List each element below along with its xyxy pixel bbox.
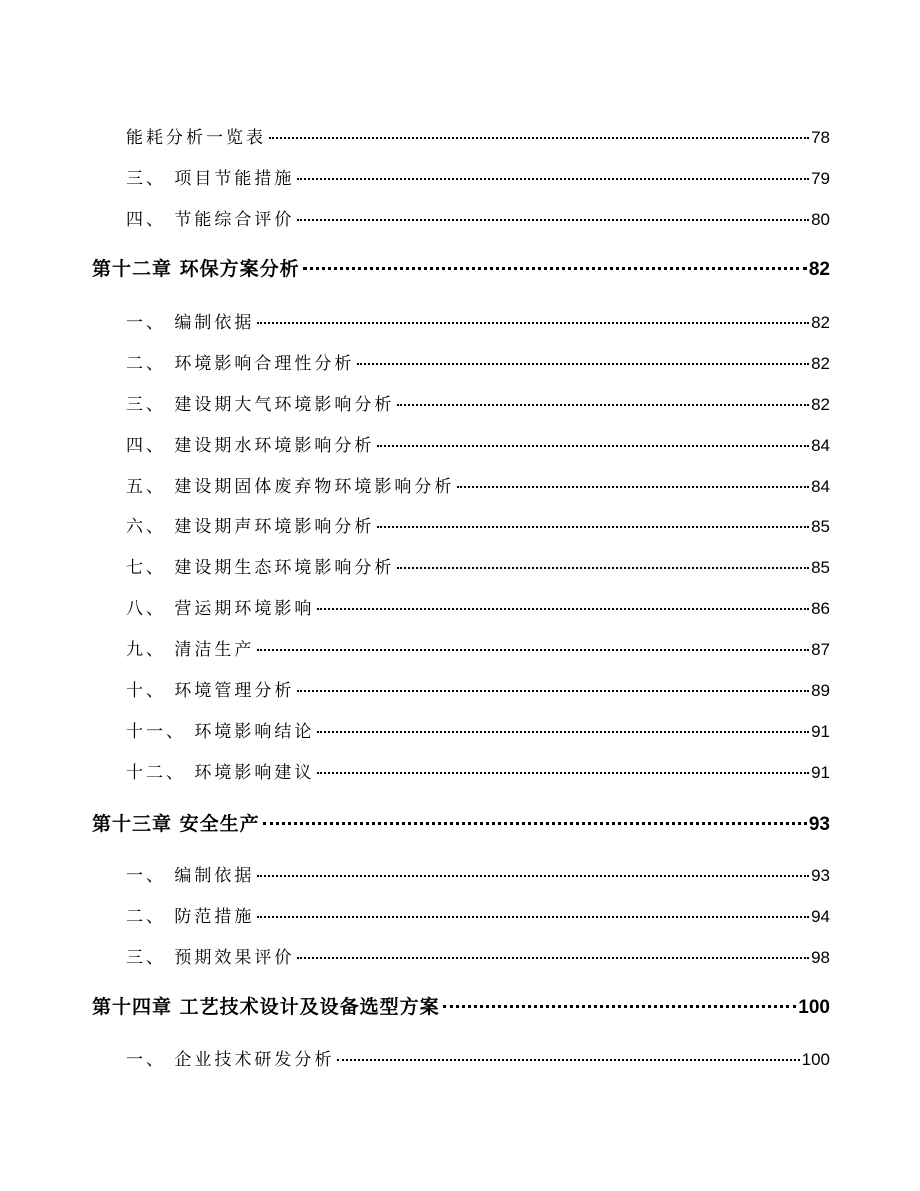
- toc-entry-page: 78: [811, 128, 830, 147]
- toc-entry[interactable]: [126, 205, 830, 230]
- dot-leader: [317, 608, 809, 610]
- toc-entry[interactable]: [126, 512, 830, 537]
- dot-leader: [257, 875, 809, 877]
- toc-entry-title: 四、 节能综合评价: [126, 210, 295, 230]
- toc-entry[interactable]: [126, 943, 830, 968]
- toc-entry[interactable]: [126, 1045, 830, 1070]
- toc-entry-title: 四、 建设期水环境影响分析: [126, 436, 375, 456]
- toc-entry-title: 六、 建设期声环境影响分析: [126, 517, 375, 537]
- toc-entry-title: 二、 防范措施: [126, 907, 255, 927]
- dot-leader: [297, 690, 809, 692]
- toc-entry[interactable]: [126, 472, 830, 497]
- toc-entry[interactable]: [126, 717, 830, 742]
- toc-entry-page: 94: [811, 907, 830, 926]
- dot-leader: [297, 219, 809, 221]
- toc-entry-title: 八、 营运期环境影响: [126, 599, 315, 619]
- dot-leader: [257, 649, 809, 651]
- dot-leader: [397, 404, 809, 406]
- toc-entry-page: 82: [811, 354, 830, 373]
- toc-entry-title: 三、 项目节能措施: [126, 169, 295, 189]
- toc-entry-page: 82: [811, 313, 830, 332]
- toc-entry-title: 一、 企业技术研发分析: [126, 1050, 335, 1070]
- toc-entry[interactable]: [126, 758, 830, 783]
- toc-entry-title: 二、 环境影响合理性分析: [126, 354, 355, 374]
- toc-entry-page: 79: [811, 169, 830, 188]
- toc-entry-title: 三、 预期效果评价: [126, 948, 295, 968]
- dot-leader: [263, 822, 807, 825]
- dot-leader: [297, 178, 809, 180]
- toc-entry-title: 三、 建设期大气环境影响分析: [126, 395, 395, 415]
- toc-entry-title: 十二、 环境影响建议: [126, 763, 315, 783]
- dot-leader: [257, 322, 809, 324]
- toc-entry[interactable]: [126, 861, 830, 886]
- toc-chapter-page: 82: [808, 259, 830, 280]
- dot-leader: [257, 916, 809, 918]
- dot-leader: [317, 772, 809, 774]
- toc-entry-page: 91: [811, 763, 830, 782]
- toc-entry-title: 五、 建设期固体废弃物环境影响分析: [126, 477, 455, 497]
- toc-chapter-page: 93: [808, 814, 830, 835]
- toc-entry[interactable]: [126, 902, 830, 927]
- toc-entry-page: 85: [811, 517, 830, 536]
- toc-entry[interactable]: [126, 164, 830, 189]
- dot-leader: [377, 445, 809, 447]
- dot-leader: [397, 567, 809, 569]
- toc-entry-page: 91: [811, 722, 830, 741]
- toc-chapter-title: 第十四章 工艺技术设计及设备选型方案: [92, 996, 440, 1018]
- dot-leader: [269, 137, 809, 139]
- toc-entry-page: 82: [811, 395, 830, 414]
- toc-chapter-entry[interactable]: [92, 254, 830, 281]
- toc-entry-title: 一、 编制依据: [126, 866, 255, 886]
- toc-chapter-page: 100: [798, 997, 830, 1018]
- dot-leader: [297, 957, 809, 959]
- toc-entry[interactable]: [126, 390, 830, 415]
- toc-entry[interactable]: [126, 431, 830, 456]
- toc-entry-page: 86: [811, 599, 830, 618]
- toc-chapter-entry[interactable]: [92, 992, 830, 1019]
- toc-chapter-title: 第十三章 安全生产: [92, 813, 260, 835]
- dot-leader: [303, 267, 807, 270]
- toc-entry-page: 84: [811, 436, 830, 455]
- toc-entry-page: 80: [811, 210, 830, 229]
- toc-entry-page: 89: [811, 681, 830, 700]
- toc-entry[interactable]: [126, 349, 830, 374]
- toc-chapter-entry[interactable]: [92, 809, 830, 836]
- toc-entry-page: 93: [811, 866, 830, 885]
- toc-entry-title: 一、 编制依据: [126, 313, 255, 333]
- toc-entry[interactable]: [126, 308, 830, 333]
- toc-entry[interactable]: [126, 676, 830, 701]
- toc-entry[interactable]: [126, 635, 830, 660]
- toc-entry[interactable]: [126, 123, 830, 148]
- toc-entry-title: 能耗分析一览表: [126, 128, 266, 148]
- dot-leader: [457, 486, 809, 488]
- dot-leader: [337, 1059, 799, 1061]
- toc-entry-page: 84: [811, 477, 830, 496]
- toc-entry[interactable]: [126, 553, 830, 578]
- toc-entry-title: 七、 建设期生态环境影响分析: [126, 558, 395, 578]
- dot-leader: [443, 1005, 797, 1008]
- toc-entry-page: 87: [811, 640, 830, 659]
- toc-chapter-title: 第十二章 环保方案分析: [92, 258, 300, 280]
- dot-leader: [377, 526, 809, 528]
- toc-entry-page: 98: [811, 948, 830, 967]
- toc-entry[interactable]: [126, 594, 830, 619]
- dot-leader: [317, 731, 809, 733]
- toc-entry-title: 十、 环境管理分析: [126, 681, 295, 701]
- dot-leader: [357, 363, 809, 365]
- toc-entry-title: 九、 清洁生产: [126, 640, 255, 660]
- toc-entry-page: 85: [811, 558, 830, 577]
- toc-entry-page: 100: [801, 1050, 830, 1069]
- toc-entry-title: 十一、 环境影响结论: [126, 722, 315, 742]
